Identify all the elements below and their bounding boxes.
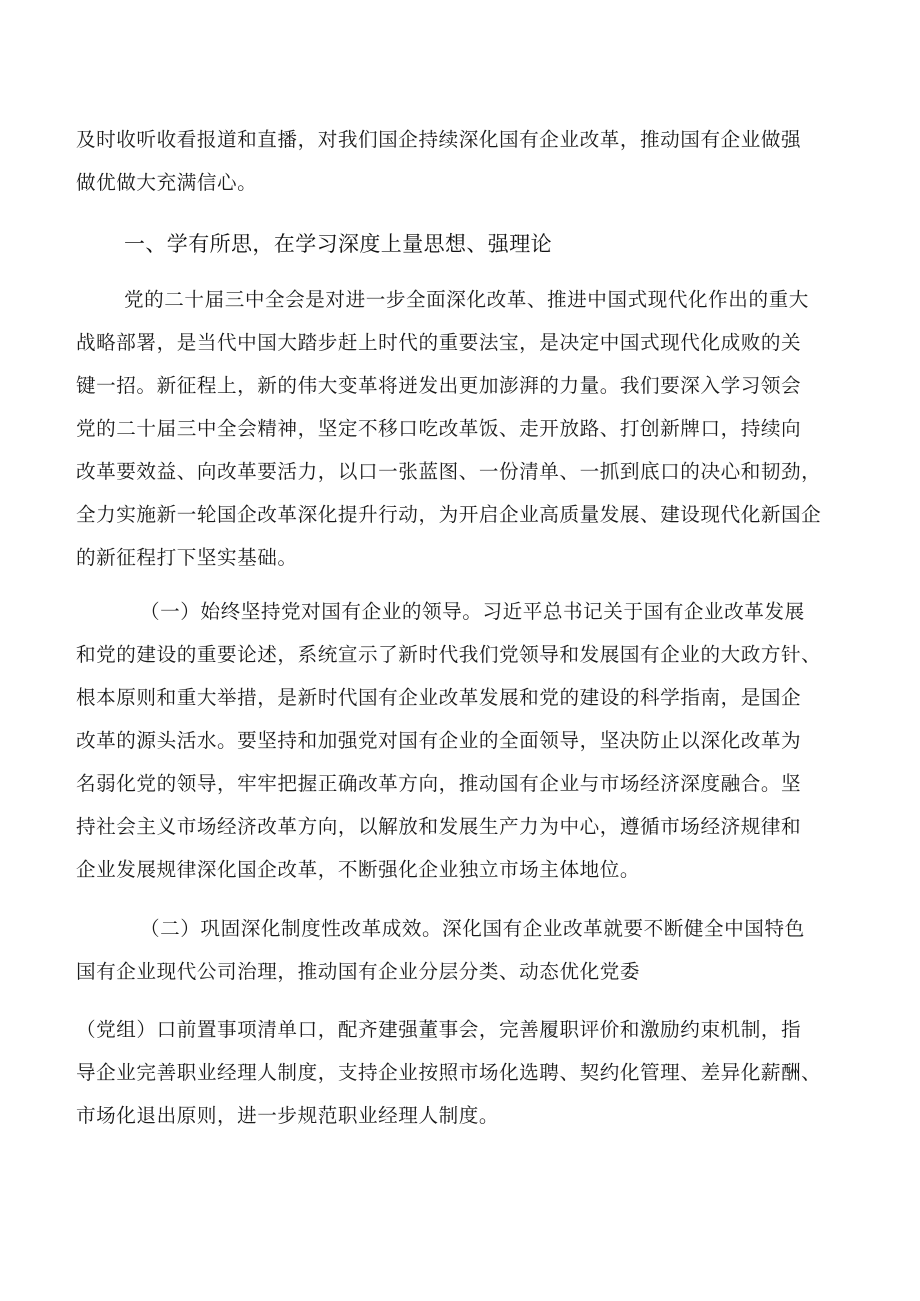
text-line: （二）巩固深化制度性改革成效。深化国有企业改革就要不断健全中国特色 [140, 917, 805, 940]
text-line: 战略部署，是当代中国大踏步赶上时代的重要法宝，是决定中国式现代化成败的关 [76, 331, 802, 354]
text-line: 党的二十届三中全会是对进一步全面深化改革、推进中国式现代化作出的重大 [124, 288, 809, 311]
text-line: 市场化退出原则，进一步规范职业经理人制度。 [76, 1104, 500, 1127]
text-line: 和党的建设的重要论述，系统宣示了新时代我们党领导和发展国有企业的大政方针、 [76, 643, 822, 666]
text-line: 改革要效益、向改革要活力，以口一张蓝图、一份清单、一抓到底口的决心和韧劲， [76, 460, 822, 483]
text-line: （一）始终坚持党对国有企业的领导。习近平总书记关于国有企业改革发展 [140, 600, 805, 623]
text-line: 改革的源头活水。要坚持和加强党对国有企业的全面领导，坚决防止以深化改革为 [76, 729, 802, 752]
paragraph-party-leadership [76, 590, 856, 891]
text-line: 键一招。新征程上，新的伟大变革将迸发出更加澎湃的力量。我们要深入学习领会 [76, 374, 802, 397]
text-line: 全力实施新一轮国企改革深化提升行动，为开启企业高质量发展、建设现代化新国企 [76, 503, 822, 526]
text-line: 做优做大充满信心。 [76, 171, 258, 194]
text-line: 党的二十届三中全会精神，坚定不移口吃改革饭、走开放路、打创新牌口，持续向 [76, 417, 802, 440]
text-line: 的新征程打下坚实基础。 [76, 546, 298, 569]
text-line: 导企业完善职业经理人制度，支持企业按照市场化选聘、契约化管理、差异化薪酬、 [76, 1061, 822, 1084]
text-line: 名弱化党的领导，牢牢把握正确改革方向，推动国有企业与市场经济深度融合。坚 [76, 772, 802, 795]
text-line: 持社会主义市场经济改革方向，以解放和发展生产力为中心，遵循市场经济规律和 [76, 815, 802, 838]
section-heading: 一、学有所思，在学习深度上量思想、强理论 [124, 232, 552, 256]
paragraph-strategy [76, 278, 856, 579]
text-line: 及时收听收看报道和直播，对我们国企持续深化国有企业改革，推动国有企业做强 [76, 128, 802, 151]
paragraph-governance [76, 1008, 856, 1137]
intro-paragraph [76, 118, 856, 204]
text-line: 企业发展规律深化国企改革，不断强化企业独立市场主体地位。 [76, 858, 641, 881]
text-line: （党组）口前置事项清单口，配齐建强董事会，完善履职评价和激励约束机制，指 [76, 1018, 802, 1041]
text-line: 根本原则和重大举措，是新时代国有企业改革发展和党的建设的科学指南，是国企 [76, 686, 802, 709]
text-line: 国有企业现代公司治理，推动国有企业分层分类、动态优化党委 [76, 960, 641, 983]
paragraph-institutional-reform [76, 907, 856, 993]
